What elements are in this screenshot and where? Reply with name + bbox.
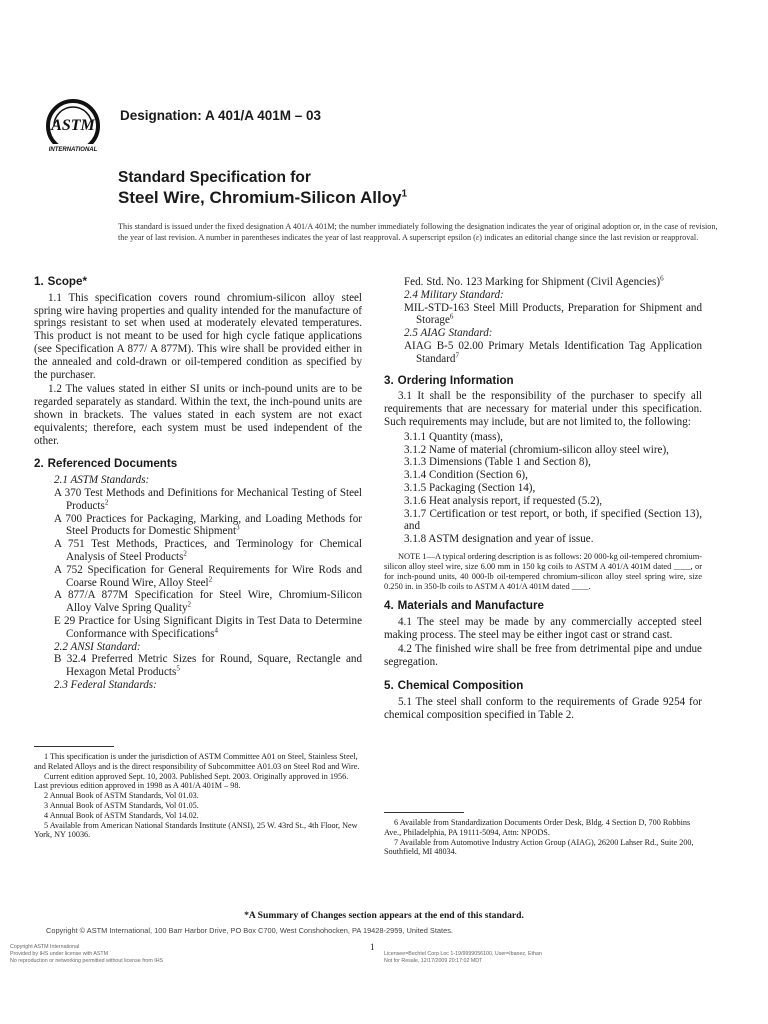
reference-item: A 752 Specification for General Requirements for Wire Rods and Coarse Round Wire, Alloy Steel$^2$ bbox=[54, 563, 362, 589]
footnote-mark: 2 bbox=[208, 574, 213, 583]
footnote: 6 Available from Standardization Documents Order Desk, Bldg. 4 Section D, 700 Robbins Ave., Philadelphia, PA 19111-5094, Attn: NPODS. bbox=[384, 818, 691, 837]
title-footnote-mark: 1 bbox=[401, 188, 408, 200]
military-standard-heading: 2.4 Military Standard: bbox=[404, 288, 504, 301]
astm-logo bbox=[40, 96, 106, 154]
materials-p1: 4.1 The steel may be made by any commercially accepted steel making process. The steel may be either ingot cast or strand cast. bbox=[384, 615, 702, 641]
license-line: Not for Resale, 12/17/2009 20:17:02 MDT bbox=[384, 958, 483, 964]
materials-p2: 4.2 The finished wire shall be free from detrimental pipe and undue segregation. bbox=[384, 643, 702, 669]
footnote: 2 Annual Book of ASTM Standards, Vol 01.03. bbox=[44, 791, 199, 801]
svg-text:ASTM: ASTM bbox=[51, 117, 95, 134]
reference-item: A 700 Practices for Packaging, Marking, and Loading Methods for Steel Products for Domestic Shipment$^3$ bbox=[54, 512, 362, 538]
aiag-standard-heading: 2.5 AIAG Standard: bbox=[404, 327, 493, 340]
left-column bbox=[34, 276, 362, 692]
footnote-mark: 7 bbox=[455, 351, 459, 360]
license-line: Licensee=Bechtel Corp Loc 1-19/9999056100, User=Ibanez, Ethan bbox=[384, 951, 542, 957]
summary-of-changes-note: *A Summary of Changes section appears at the end of this standard. bbox=[244, 910, 524, 921]
license-footer-left bbox=[10, 944, 163, 965]
ordering-note bbox=[384, 552, 702, 592]
footnote-mark: 3 bbox=[236, 523, 240, 532]
reference-item: E 29 Practice for Using Significant Digits in Test Data to Determine Conformance with Specifications$^4$ bbox=[54, 614, 362, 640]
title-text: Steel Wire, Chromium-Silicon Alloy bbox=[118, 188, 402, 207]
footnote: 1 This specification is under the jurisdiction of ASTM Committee A01 on Steel, Stainless Steel, and Related Alloys and is the direct responsibility of Subcommittee A01.03 on Steel Rod and Wire. bbox=[34, 752, 360, 771]
ordering-item: 3.1.8 ASTM designation and year of issue. bbox=[404, 533, 594, 546]
ansi-standard-heading: 2.2 ANSI Standard: bbox=[54, 640, 141, 653]
title-line-1: Standard Specification for bbox=[118, 169, 311, 186]
license-footer-right bbox=[384, 951, 542, 965]
ordering-item-list bbox=[384, 431, 702, 546]
footnote: 4 Annual Book of ASTM Standards, Vol 14.02. bbox=[44, 810, 199, 820]
license-line: Provided by IHS under license with ASTM bbox=[10, 951, 109, 957]
footnote: Current edition approved Sept. 10, 2003. Published Sept. 2003. Originally approved in 1956. Last previous edition approved in 1998 as A 401/A 401M – 98. bbox=[34, 771, 349, 791]
footnote-mark: 5 bbox=[176, 664, 180, 673]
section-heading-materials: 4. Materials and Manufacture bbox=[384, 598, 544, 612]
ansi-reference-list bbox=[34, 653, 362, 679]
note-text: A typical ordering description is as follows: 20 000-kg oil-tempered chromium-silicon alloy steel wire, size 6.00 mm in 150 kg coils to ASTM A 401/A 401M dated ____, or for inch-pound units, 40 000-lb oil-tempered chromium-silicon alloy steel spring wire, size 0.250 in. in 350-lb coils to ASTM A 401/A 401M dated ____. bbox=[384, 551, 702, 591]
chemical-p1: 5.1 The steel shall conform to the requirements of Grade 9254 for chemical composition specified in Table 2. bbox=[384, 695, 702, 721]
federal-standards-heading: 2.3 Federal Standards: bbox=[54, 678, 157, 691]
section-heading-scope: 1. Scope* bbox=[34, 275, 87, 288]
ordering-item: 3.1.6 Heat analysis report, if requested (5.2), bbox=[404, 494, 603, 507]
section-heading-chemical: 5. Chemical Composition bbox=[384, 678, 524, 692]
svg-text:INTERNATIONAL: INTERNATIONAL bbox=[48, 147, 98, 153]
designation: Designation: A 401/A 401M – 03 bbox=[120, 108, 322, 123]
ordering-item: 3.1.3 Dimensions (Table 1 and Section 8), bbox=[404, 456, 591, 469]
footnote-mark: 4 bbox=[214, 626, 218, 635]
ordering-item: 3.1.1 Quantity (mass), bbox=[404, 430, 503, 443]
footnotes-left bbox=[34, 746, 362, 840]
ordering-item: 3.1.2 Name of material (chromium-silicon alloy steel wire), bbox=[404, 443, 669, 456]
right-column bbox=[384, 276, 702, 723]
footnote-mark: 2 bbox=[104, 498, 109, 507]
federal-reference-list bbox=[384, 276, 702, 289]
footnote-mark: 2 bbox=[183, 549, 187, 558]
reference-item: A 370 Test Methods and Definitions for Mechanical Testing of Steel Products$^2$ bbox=[54, 486, 362, 512]
ordering-item: 3.1.4 Condition (Section 6), bbox=[404, 469, 528, 482]
license-line: Copyright ASTM International bbox=[10, 944, 80, 950]
section-heading-ordering: 3. Ordering Information bbox=[384, 373, 514, 387]
note-label: NOTE 1— bbox=[398, 551, 435, 561]
footnote: 3 Annual Book of ASTM Standards, Vol 01.05. bbox=[44, 800, 199, 810]
reference-item: B 32.4 Preferred Metric Sizes for Round, Square, Rectangle and Hexagon Metal Products$^5$ bbox=[54, 653, 362, 679]
reference-item: Fed. Std. No. 123 Marking for Shipment (Civil Agencies)$^6$ bbox=[404, 274, 664, 288]
reference-item: MIL-STD-163 Steel Mill Products, Preparation for Shipment and Storage$^6$ bbox=[404, 301, 702, 327]
section-heading-refs: 2. Referenced Documents bbox=[34, 457, 178, 471]
scope-p1: 1.1 This specification covers round chromium-silicon alloy steel spring wire having properties and quality intended for the manufacture of springs resistant to set when used at moderately elevated temperatures. This product is not meant to be used for high cycle fatique applications (see Specification A 877/ A 877M). This wire shall be provided either in the annealed and cold-drawn or oil-tempered condition as specified by the purchaser. bbox=[34, 291, 362, 381]
aiag-reference-list bbox=[384, 340, 702, 366]
ordering-p1: 3.1 It shall be the responsibility of the purchaser to specify all requirements that are necessary for material under this specification. Such requirements may include, but are not limited to, the following: bbox=[384, 390, 702, 428]
reference-item: A 877/A 877M Specification for Steel Wire, Chromium-Silicon Alloy Valve Spring Quality$^2$ bbox=[54, 589, 362, 615]
footnote-mark: 6 bbox=[660, 274, 664, 283]
copyright-line: Copyright © ASTM International, 100 Barr Harbor Drive, PO Box C700, West Conshohocken, PA 19428-2959, United States. bbox=[46, 926, 453, 935]
footnote-divider bbox=[34, 746, 114, 747]
footnote-mark: 2 bbox=[187, 600, 192, 609]
footnote: 7 Available from Automotive Industry Action Group (AIAG), 26200 Lahser Rd., Suite 200, Southfield, MI 48034. bbox=[384, 837, 694, 857]
license-line: No reproduction or networking permitted without license from IHS bbox=[10, 958, 164, 964]
page-number: 1 bbox=[370, 942, 375, 952]
ordering-item: 3.1.5 Packaging (Section 14), bbox=[404, 481, 536, 494]
reference-item: AIAG B-5 02.00 Primary Metals Identification Tag Application Standard$^7$ bbox=[404, 339, 702, 365]
reference-item: A 751 Test Methods, Practices, and Terminology for Chemical Analysis of Steel Products$^2$ bbox=[54, 538, 362, 563]
astm-reference-list bbox=[34, 487, 362, 641]
footnote-mark: 6 bbox=[449, 312, 454, 321]
military-reference-list bbox=[384, 302, 702, 328]
footnote: 5 Available from American National Standards Institute (ANSI), 25 W. 43rd St., 4th Floor, New York, NY 10036. bbox=[34, 820, 358, 840]
footnotes-right bbox=[384, 812, 702, 857]
footnote-divider bbox=[384, 812, 464, 813]
title-block bbox=[118, 168, 407, 208]
scope-p2: 1.2 The values stated in either SI units or inch-pound units are to be regarded separately as standard. Within the text, the inch-pound units are shown in brackets. The values stated in each system are not exact equivalents; therefore, each system must be used independent of the other. bbox=[34, 383, 362, 447]
ordering-item: 3.1.7 Certification or test report, or both, if specified (Section 13), and bbox=[404, 507, 702, 533]
astm-logo-icon bbox=[40, 96, 106, 154]
astm-standards-heading: 2.1 ASTM Standards: bbox=[54, 474, 150, 487]
issued-notice: This standard is issued under the fixed designation A 401/A 401M; the number immediately following the designation indicates the year of original adoption or, in the case of revision, the year of last revision. A number in parentheses indicates the year of last reapproval. A superscript epsilon (ε) indicates an editorial change since the last revision or reapproval. bbox=[118, 222, 718, 242]
title-line-2 bbox=[118, 187, 407, 208]
